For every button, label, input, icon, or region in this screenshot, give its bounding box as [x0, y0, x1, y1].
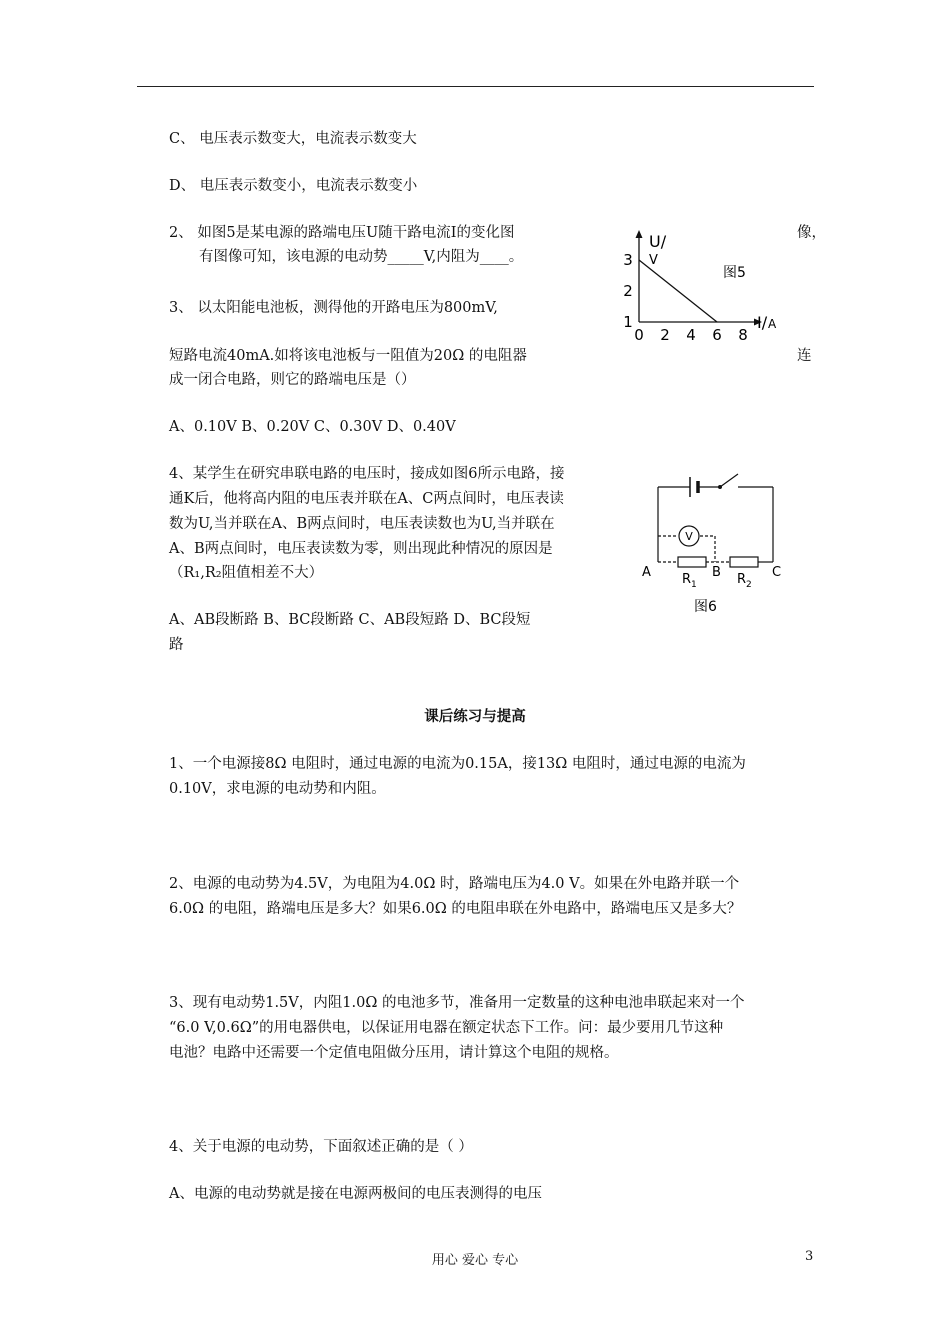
point-a-label: A: [642, 565, 651, 580]
header-rule: [137, 86, 814, 87]
y-axis-unit: V: [649, 253, 658, 268]
r2-subscript: 2: [746, 580, 752, 590]
y-tick-label: 2: [623, 282, 633, 300]
q3-line1: 3、 以太阳能电池板，测得他的开路电压为800mV,: [169, 300, 498, 316]
q4-options-line1: A、AB段断路 B、BC段断路 C、AB段短路 D、BC段短: [169, 612, 531, 628]
option-c: C、 电压表示数变大，电流表示数变大: [169, 131, 417, 147]
y-tick-label: 1: [623, 313, 633, 331]
q4-line2: 通K后，他将高内阻的电压表并联在A、C两点间时，电压表读: [169, 491, 564, 507]
q4-options-line2: 路: [169, 637, 184, 653]
x-tick-label: 2: [660, 326, 670, 344]
x-tick-label: 8: [738, 326, 748, 344]
uI-line: [639, 260, 717, 322]
r1-label: R: [682, 572, 692, 587]
footer-motto: 用心 爱心 专心: [431, 1253, 519, 1268]
exercise-3-line1: 3、现有电动势1.5V，内阻1.0Ω 的电池多节，准备用一定数量的这种电池串联起来对一个: [169, 995, 745, 1011]
x-axis-unit: A: [768, 317, 777, 331]
q3-line2: 短路电流40mA.如将该电池板与一阻值为20Ω 的电阻器: [169, 348, 527, 364]
page-number: 3: [805, 1249, 814, 1264]
point-b-label: B: [712, 565, 721, 580]
q2-line1-tail: 像，: [797, 225, 826, 241]
q2-line1: 2、 如图5是某电源的路端电压U随干路电流I的变化图: [169, 225, 515, 241]
x-axis-label: I/: [757, 313, 768, 332]
y-axis-arrow: [636, 230, 643, 238]
exercise-4-line1: 4、关于电源的电动势，下面叙述正确的是（ ）: [169, 1139, 473, 1155]
option-d: D、 电压表示数变小，电流表示数变小: [169, 178, 418, 194]
exercise-1-line2: 0.10V，求电源的电动势和内阻。: [169, 781, 386, 797]
resistor-r2: [730, 557, 758, 567]
exercise-2-line2: 6.0Ω 的电阻，路端电压是多大？如果6.0Ω 的电阻串联在外电路中，路端电压又是多大？: [169, 901, 742, 917]
q4-line5: （R₁,R₂阻值相差不大）: [169, 565, 324, 581]
exercise-3-line3: 电池？电路中还需要一个定值电阻做分压用，请计算这个电阻的规格。: [169, 1045, 619, 1061]
x-tick-label: 6: [712, 326, 722, 344]
q4-line1: 4、某学生在研究串联电路的电压时，接成如图6所示电路，接: [169, 466, 565, 482]
q2-line2: 有图像可知，该电源的电动势_____V,内阻为____。: [199, 249, 524, 265]
q4-line4: A、B两点间时，电压表读数为零，则出现此种情况的原因是: [169, 541, 553, 557]
r1-subscript: 1: [691, 580, 697, 590]
exercise-2-line1: 2、电源的电动势为4.5V，为电阻为4.0Ω 时，路端电压为4.0 V。如果在外电路并联一个: [169, 876, 740, 892]
exercise-1-line1: 1、一个电源接8Ω 电阻时，通过电源的电流为0.15A，接13Ω 电阻时，通过电源的电流为: [169, 756, 746, 772]
q3-options: A、0.10V B、0.20V C、0.30V D、0.40V: [169, 419, 456, 435]
voltmeter-label: V: [685, 530, 693, 543]
figure-5-chart: [610, 228, 790, 350]
figure-5-caption: 图5: [723, 265, 746, 281]
switch-k: [720, 474, 738, 487]
r2-label: R: [737, 572, 747, 587]
y-tick-label: 3: [623, 251, 633, 269]
point-c-label: C: [772, 565, 782, 580]
exercise-4-option-a: A、电源的电动势就是接在电源两极间的电压表测得的电压: [169, 1186, 542, 1202]
q3-line3: 成一闭合电路，则它的路端电压是（）: [169, 372, 416, 388]
resistor-r1: [678, 557, 706, 567]
figure-6-circuit: [640, 465, 790, 620]
x-tick-label: 0: [634, 326, 644, 344]
q4-line3: 数为U,当并联在A、B两点间时，电压表读数也为U,当并联在: [169, 516, 555, 532]
q3-line2-tail: 连: [797, 348, 812, 364]
figure-6-caption: 图6: [694, 599, 717, 615]
y-axis-label: U/: [649, 232, 667, 251]
x-tick-label: 4: [686, 326, 696, 344]
section-title: 课后练习与提高: [424, 709, 526, 725]
exercise-3-line2: “6.0 V,0.6Ω”的用电器供电，以保证用电器在额定状态下工作。问：最少要用几节这种: [169, 1020, 724, 1036]
switch-contact: [718, 485, 722, 489]
